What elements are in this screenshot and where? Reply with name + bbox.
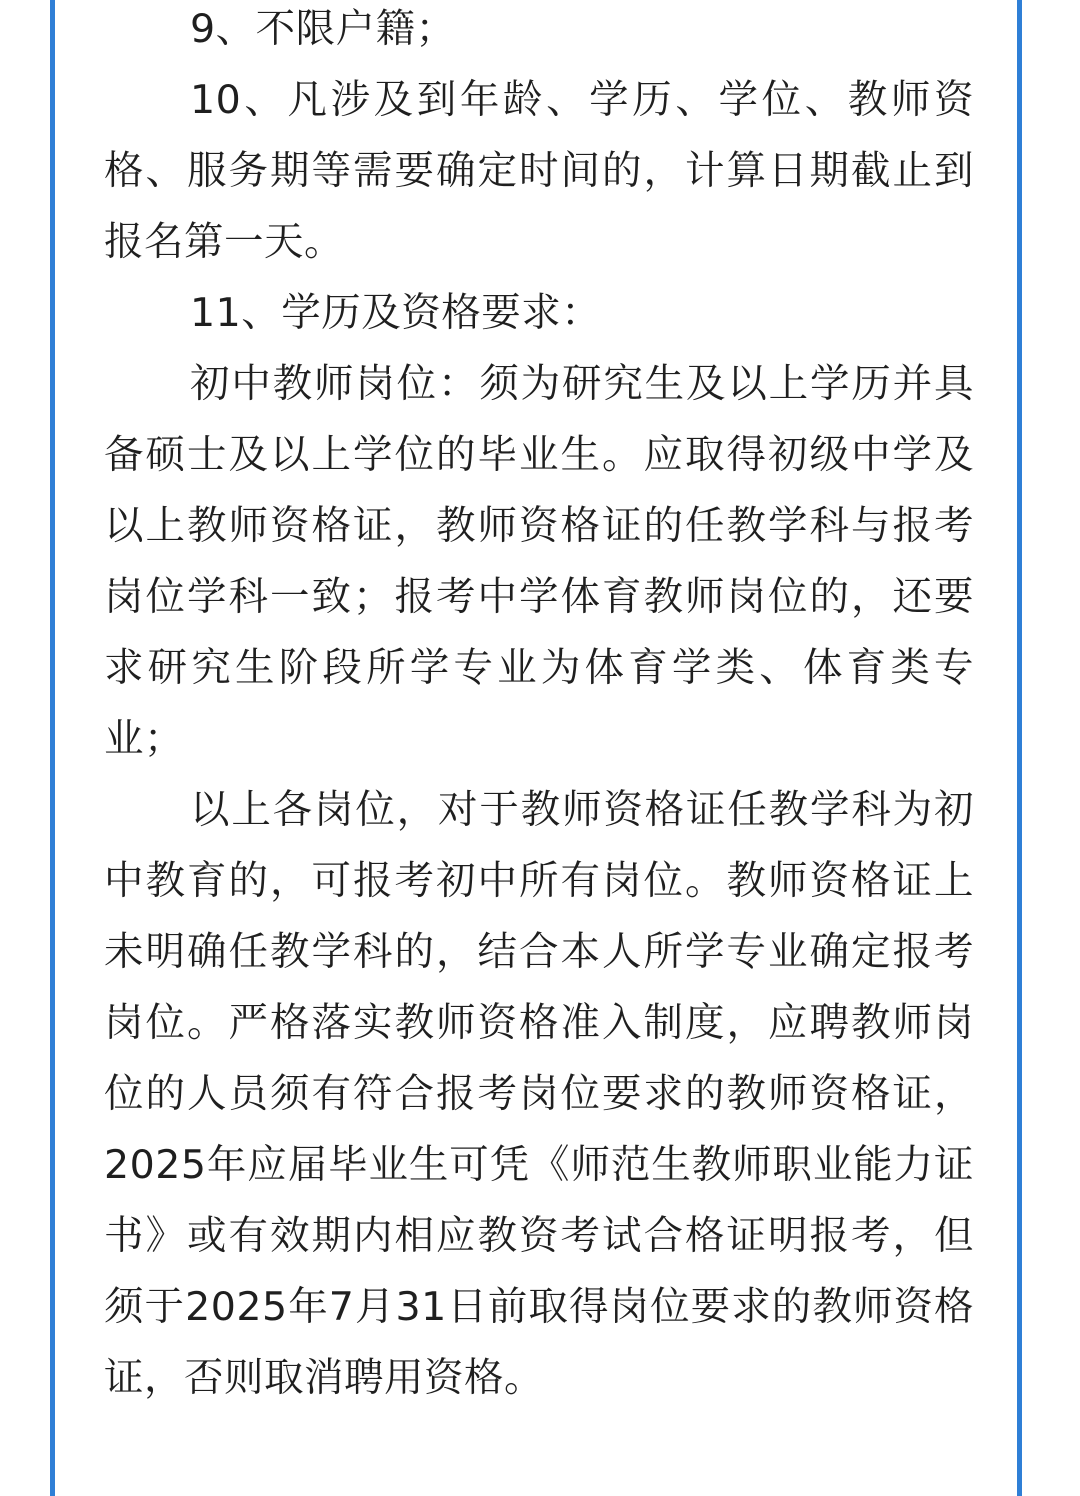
- paragraph-date-calculation: 10、凡涉及到年龄、学历、学位、教师资格、服务期等需要确定时间的，计算日期截止到报名第一天。: [104, 77, 974, 265]
- paragraph-requirements-heading: 11、学历及资格要求：: [190, 290, 602, 336]
- paragraph-household-registration: 9、不限户籍；: [190, 6, 456, 52]
- paragraph-junior-high-teacher: 初中教师岗位：须为研究生及以上学历并具备硕士及以上学位的毕业生。应取得初级中学及以上教师资格证，教师资格证的任教学科与报考岗位学科一致；报考中学体育教师岗位的，还要求研究生阶段所学专业为体育学类、体育类专业；: [104, 361, 974, 762]
- document-body: [104, 0, 974, 1414]
- paragraph-certificate-rules: 以上各岗位，对于教师资格证任教学科为初中教育的，可报考初中所有岗位。教师资格证上未明确任教学科的，结合本人所学专业确定报考岗位。严格落实教师资格准入制度，应聘教师岗位的人员须有符合报考岗位要求的教师资格证，2025年应届毕业生可凭《师范生教师职业能力证书》或有效期内相应教资考试合格证明报考，但须于2025年7月31日前取得岗位要求的教师资格证，否则取消聘用资格。: [104, 787, 974, 1401]
